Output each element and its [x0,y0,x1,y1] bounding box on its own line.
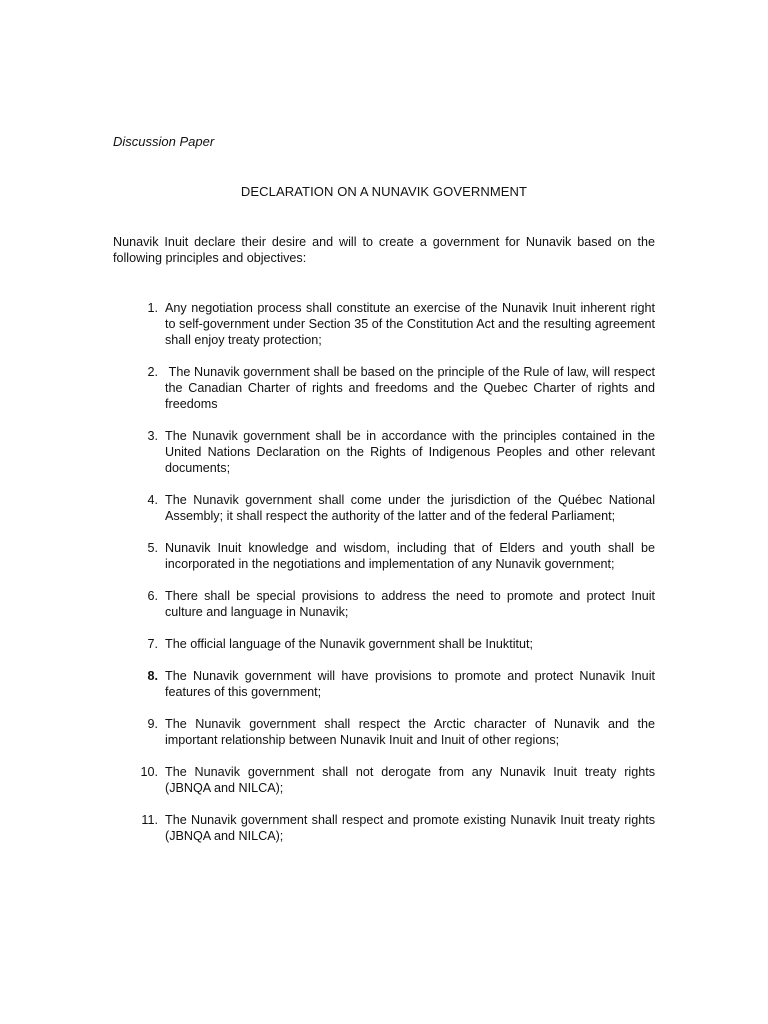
list-item [113,428,655,476]
list-item-number: 1. [147,301,158,315]
list-item [113,300,655,348]
list-item-number: 11. [141,813,158,827]
list-item-number: 8. [147,669,158,683]
document-label: Discussion Paper [113,134,215,149]
list-item-number: 5. [147,541,158,555]
list-item-text: The Nunavik government shall not derogate from any Nunavik Inuit treaty rights (JBNQA and NILCA); [165,765,655,795]
list-item [113,540,655,572]
list-item-text: The Nunavik government shall come under the jurisdiction of the Québec National Assembly; it shall respect the authority of the latter and of the federal Parliament; [165,493,655,523]
list-item-text: There shall be special provisions to address the need to promote and protect Inuit culture and language in Nunavik; [165,589,655,619]
list-item-text: The Nunavik government shall be in accordance with the principles contained in the United Nations Declaration on the Rights of Indigenous Peoples and other relevant documents; [165,429,655,475]
list-item [113,764,655,796]
list-item [113,364,659,412]
list-item-text: The Nunavik government shall be based on the principle of the Rule of law, will respect the Canadian Charter of rights and freedoms and the Quebec Charter of rights and freedoms [165,365,659,411]
intro-paragraph: Nunavik Inuit declare their desire and will to create a government for Nunavik based on the following principles and objectives: [113,235,655,265]
list-item-number: 7. [147,637,158,651]
list-item-number: 2. [147,365,158,379]
list-item-text: Any negotiation process shall constitute an exercise of the Nunavik Inuit inherent right to self-government under Section 35 of the Constitution Act and the resulting agreement shall enjoy treaty protection; [165,301,655,347]
list-item-number: 6. [147,589,158,603]
document-title: DECLARATION ON A NUNAVIK GOVERNMENT [240,184,528,199]
list-item-text: The Nunavik government will have provisions to promote and protect Nunavik Inuit features of this government; [165,669,655,699]
list-item [113,588,655,620]
list-item [113,492,655,524]
list-item-number: 4. [147,493,158,507]
list-item [113,716,655,748]
list-item-text: The Nunavik government shall respect and promote existing Nunavik Inuit treaty rights (JBNQA and NILCA); [165,813,655,843]
list-item-number: 10. [140,765,158,779]
list-item [113,812,655,844]
list-item-text: Nunavik Inuit knowledge and wisdom, including that of Elders and youth shall be incorporated in the negotiations and implementation of any Nunavik government; [165,541,655,571]
principles-list [113,300,659,844]
list-item-text: The Nunavik government shall respect the Arctic character of Nunavik and the important relationship between Nunavik Inuit and Inuit of other regions; [165,717,655,747]
list-item-text: The official language of the Nunavik government shall be Inuktitut; [165,637,534,651]
list-item-number: 3. [147,429,158,443]
list-item [113,668,655,700]
list-item-number: 9. [147,717,158,731]
list-item [113,636,655,652]
